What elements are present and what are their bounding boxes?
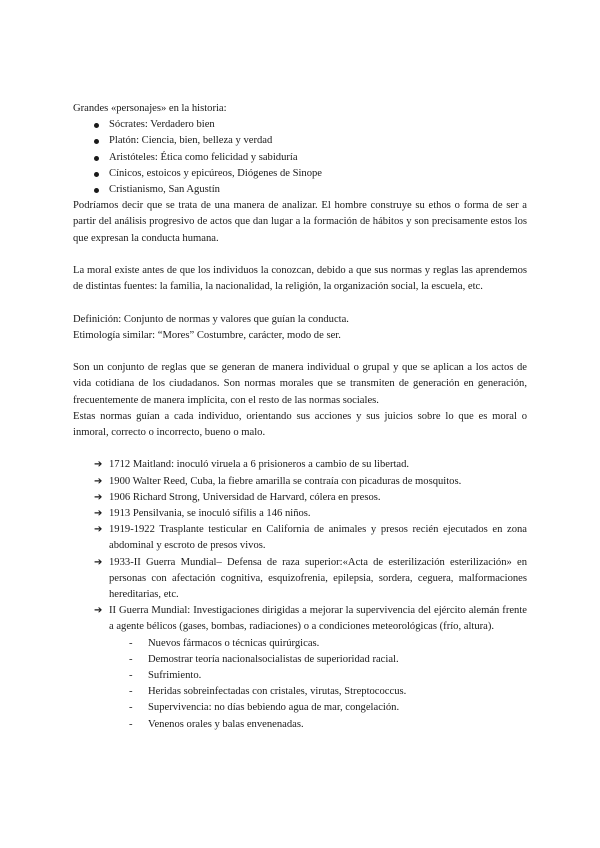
dash-icon: - <box>129 653 133 665</box>
dash-icon: - <box>129 702 133 714</box>
arrow-icon: ➔ <box>94 508 103 520</box>
list-item: Aristóteles: Ética como felicidad y sabiduría <box>94 150 527 166</box>
section-heading: Grandes «personajes» en la historia: <box>73 103 227 114</box>
list-item <box>94 457 527 473</box>
definition-line: Definición: Conjunto de normas y valores que guían la conducta. <box>73 313 349 325</box>
sublist-item <box>129 700 527 716</box>
sublist-item <box>129 717 527 733</box>
list-item <box>94 506 527 522</box>
dash-icon: - <box>129 637 133 649</box>
events-list <box>73 457 527 732</box>
list-item: Cristianismo, San Agustín <box>94 182 527 198</box>
list-item <box>94 603 527 733</box>
experiments-sublist <box>109 636 527 733</box>
arrow-icon: ➔ <box>94 459 103 471</box>
dash-icon: - <box>129 686 133 698</box>
list-item: Sócrates: Verdadero bien <box>94 117 527 133</box>
event-text: 1933-II Guerra Mundial– Defensa de raza superior:«Acta de esterilización esterilización» en personas con afectación cognitiva, esquizofrenia, epilepsia, sordera, ceguera, malformaciones hereditarias, etc. <box>109 556 527 601</box>
etymology-line: Etimología similar: “Mores” Costumbre, carácter, modo de ser. <box>73 329 341 341</box>
paragraph-moral: La moral existe antes de que los individuos la conozcan, debido a que sus normas y reglas las aprendemos de distintas fuentes: la familia, la nacionalidad, la religión, la organización social, la escuela, etc. <box>73 265 527 293</box>
event-text: 1900 Walter Reed, Cuba, la fiebre amarilla se contraía con picaduras de mosquitos. <box>109 475 462 487</box>
sublist-item <box>129 684 527 700</box>
sublist-text: Nuevos fármacos o técnicas quirúrgicas. <box>148 637 320 649</box>
list-item: Cínicos, estoicos y epicúreos, Diógenes de Sinope <box>94 166 527 182</box>
event-text: 1919-1922 Trasplante testicular en California de animales y presos recién ejecutados en zona abdominal y escroto de presos vivos. <box>109 524 527 552</box>
sublist-text: Venenos orales y balas envenenadas. <box>148 718 304 730</box>
dash-icon: - <box>129 718 133 730</box>
sublist-text: Sufrimiento. <box>148 670 202 682</box>
sublist-text: Supervivencia: no días bebiendo agua de mar, congelación. <box>148 702 400 714</box>
sublist-item <box>129 636 527 652</box>
philosophers-list <box>73 117 527 198</box>
event-text: 1906 Richard Strong, Universidad de Harvard, cólera en presos. <box>109 491 381 503</box>
list-item <box>94 474 527 490</box>
sublist-item <box>129 668 527 684</box>
sublist-item <box>129 652 527 668</box>
sublist-text: Heridas sobreinfectadas con cristales, virutas, Streptococcus. <box>148 686 407 698</box>
arrow-icon: ➔ <box>94 491 103 503</box>
arrow-icon: ➔ <box>94 524 103 536</box>
document-page <box>73 101 527 733</box>
list-item: Platón: Ciencia, bien, belleza y verdad <box>94 133 527 149</box>
paragraph-rules: Son un conjunto de reglas que se generan de manera individual o grupal y que se aplican a los actos de vida cotidiana de los ciudadanos. Son normas morales que se transmiten de generación en generación, frecuentemente de manera implícita, con el resto de las normas sociales. <box>73 362 527 406</box>
arrow-icon: ➔ <box>94 475 103 487</box>
event-text: II Guerra Mundial: Investigaciones dirigidas a mejorar la supervivencia del ejército alemán frente a agente bélicos (gases, bombas, radiaciones) o a condiciones meteorológicas (frío, altura). <box>109 605 527 633</box>
event-text: 1712 Maitland: inoculó viruela a 6 prisioneros a cambio de su libertad. <box>109 459 410 471</box>
list-item <box>94 555 527 604</box>
list-item <box>94 490 527 506</box>
paragraph-norms: Estas normas guían a cada individuo, orientando sus acciones y sus juicios sobre lo que es moral o inmoral, correcto o incorrecto, bueno o malo. <box>73 410 527 439</box>
list-item <box>94 522 527 554</box>
event-text: 1913 Pensilvania, se inoculó sífilis a 146 niños. <box>109 508 311 520</box>
arrow-icon: ➔ <box>94 605 103 617</box>
arrow-icon: ➔ <box>94 556 103 568</box>
dash-icon: - <box>129 670 133 682</box>
sublist-text: Demostrar teoría nacionalsocialistas de superioridad racial. <box>148 653 399 665</box>
paragraph-ethos: Podríamos decir que se trata de una manera de analizar. El hombre construye su ethos o forma de ser a partir del análisis progresivo de actos que dan lugar a la formación de hábitos y son precisamente estos los que expresan la conducta humana. <box>73 200 527 244</box>
